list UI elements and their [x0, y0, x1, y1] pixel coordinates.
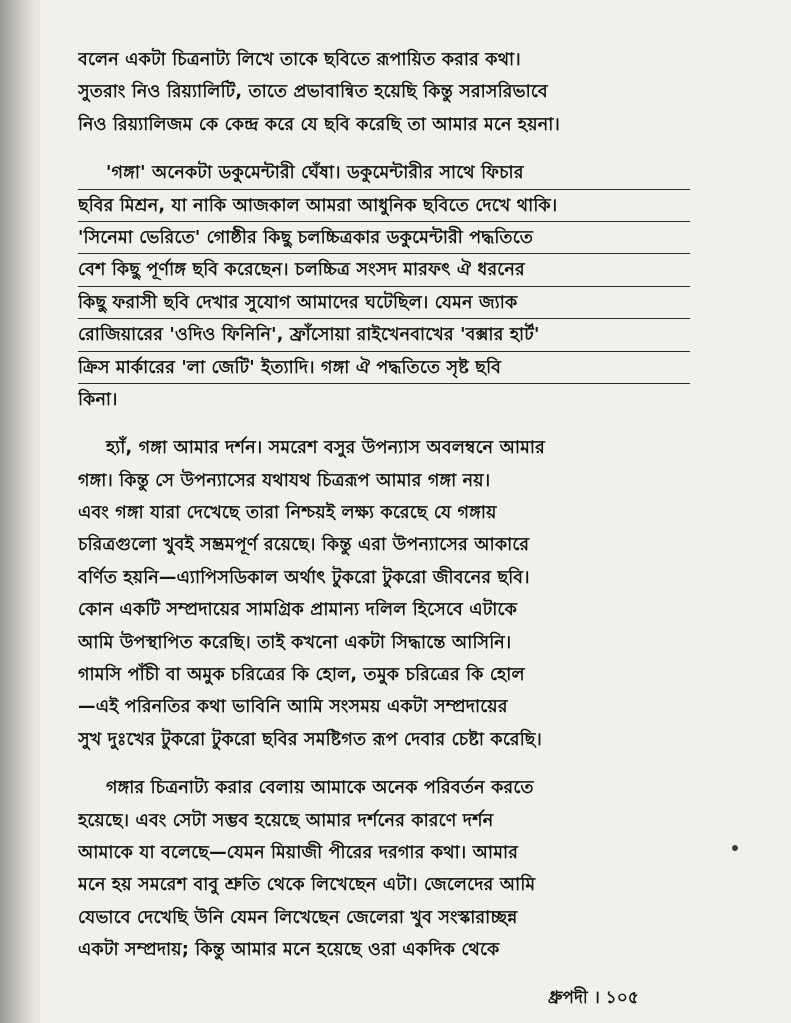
scan-speck — [732, 845, 738, 851]
page-body-text — [78, 44, 690, 967]
text-line: ক্রিস মার্কারের 'লা জেটি' ইত্যাদি। গঙ্গা ঐ পদ্ধতিতে সৃষ্ট ছবি — [78, 352, 690, 384]
text-line: কিছু ফরাসী ছবি দেখার সুযোগ আমাদের ঘটেছিল। যেমন জ্যাক — [78, 287, 690, 319]
text-line: বেশ কিছু পূর্ণাঙ্গ ছবি করেছেন। চলচ্চিত্র সংসদ মারফৎ ঐ ধরনের — [78, 254, 690, 286]
text-line: গঙ্গা। কিন্তু সে উপন্যাসের যথাযথ চিত্ররূপ আমার গঙ্গা নয়। — [78, 470, 491, 491]
page-footer: ধ্রুপদী । ১০৫ — [548, 988, 639, 1008]
text-line: যেভাবে দেখেছি উনি যেমন লিখেছেন জেলেরা খুব সংস্কারাচ্ছন্ন — [78, 907, 518, 928]
scan-binding-shadow — [0, 0, 36, 1023]
paragraph — [78, 432, 690, 756]
text-line: গঙ্গার চিত্রনাট্য করার বেলায় আমাকে অনেক পরিবর্তন করতে — [106, 778, 534, 799]
text-line: হ্যাঁ, গঙ্গা আমার দর্শন। সমরেশ বসুর উপন্যাস অবলম্বনে আমার — [106, 438, 545, 459]
text-line: কোন একটি সম্প্রদায়ের সামগ্রিক প্রামান্য দলিল হিসেবে এটাকে — [78, 600, 518, 621]
text-line: বলেন একটা চিত্রনাট্য লিখে তাকে ছবিতে রূপায়িত করার কথা। — [78, 50, 521, 70]
text-line: সুতরাং নিও রিয়্যালিটি, তাতে প্রভাবান্বিত হয়েছি কিন্তু সরাসরিভাবে — [78, 82, 548, 103]
text-line: কিনা। — [78, 389, 118, 410]
text-line: আমাকে যা বলেছে—যেমন মিয়াজী পীরের দরগার কথা। আমার — [78, 842, 519, 863]
paragraph — [78, 772, 690, 966]
text-line: বর্ণিত হয়নি—এ্যাপিসডিকাল অর্থাৎ টুকরো টুকরো জীবনের ছবি। — [78, 567, 530, 588]
text-line: সুখ দুঃখের টুকরো টুকরো ছবির সমষ্টিগত রূপ দেবার চেষ্টা করেছি। — [78, 729, 542, 750]
text-line: 'সিনেমা ভেরিতে' গোষ্ঠীর কিছু চলচ্চিত্রকার ডকুমেন্টারী পদ্ধতিতে — [78, 222, 690, 254]
text-line: একটা সম্প্রদায়; কিন্তু আমার মনে হয়েছে ওরা একদিক থেকে — [78, 940, 500, 961]
text-line: রোজিয়ারের 'ওদিও ফিনিনি', ফ্রাঁসোয়া রাইখেনবাখের 'বক্সার হার্ট' — [78, 319, 690, 351]
text-line: —এই পরিনতির কথা ভাবিনি আমি সংসময় একটা সম্প্রদায়ের — [78, 697, 508, 718]
text-line: এবং গঙ্গা যারা দেখেছে তারা নিশ্চয়ই লক্ষ্য করেছে যে গঙ্গায় — [78, 503, 497, 524]
text-line: 'গঙ্গা' অনেকটা ডকুমেন্টারী ঘেঁষা। ডকুমেন্টারীর সাথে ফিচার — [78, 157, 690, 189]
text-line: আমি উপস্থাপিত করেছি। তাই কখনো একটা সিদ্ধান্তে আসিনি। — [78, 632, 512, 653]
text-line: ছবির মিশ্রন, যা নাকি আজকাল আমরা আধুনিক ছবিতে দেখে থাকি। — [78, 190, 690, 222]
text-line: চরিত্রগুলো খুবই সম্ভ্রমপূর্ণ রয়েছে। কিন্তু এরা উপন্যাসের আকারে — [78, 535, 530, 556]
paragraph — [78, 157, 690, 416]
text-line: গামসি পাঁচী বা অমুক চরিত্রের কি হোল, তমুক চরিত্রের কি হোল — [78, 665, 525, 686]
text-line: নিও রিয়্যালিজম কে কেন্দ্র করে যে ছবি করেছি তা আমার মনে হয়না। — [78, 114, 560, 135]
text-line: মনে হয় সমরেশ বাবু শ্রুতি থেকে লিখেছেন এটা। জেলেদের আমি — [78, 875, 536, 896]
paragraph — [78, 44, 690, 141]
text-line: হয়েছে। এবং সেটা সম্ভব হয়েছে আমার দর্শনের কারণে দর্শন — [78, 810, 494, 831]
